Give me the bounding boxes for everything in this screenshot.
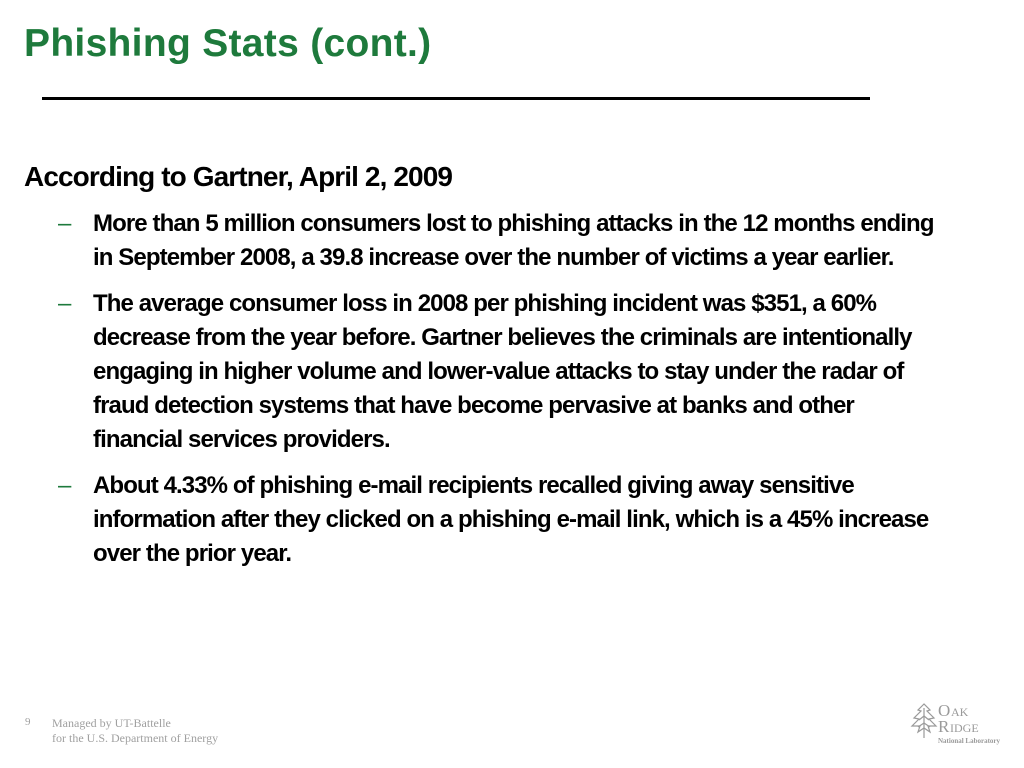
dash-bullet-marker: – (58, 472, 71, 499)
oak-ridge-logo (908, 696, 1004, 748)
bullet-item (58, 469, 938, 571)
footer-line-managed: Managed by UT-Battelle (52, 716, 171, 730)
bullet-text: More than 5 million consumers lost to phishing attacks in the 12 months ending in September 2008, a 39.8 increase over the number of victims a year earlier. (93, 210, 934, 271)
section-heading: According to Gartner, April 2, 2009 (24, 161, 453, 192)
title-underline (42, 97, 870, 100)
footer-credit (52, 716, 218, 746)
dash-bullet-marker: – (58, 210, 71, 237)
svg-text:O: O (938, 701, 951, 720)
dash-bullet-marker: – (58, 290, 71, 317)
bullet-item (58, 287, 938, 457)
bullet-text: The average consumer loss in 2008 per phishing incident was $351, a 60% decrease from the year before. Gartner believes the criminals are intentionally engaging in higher volume and lower-value attacks to stay under the radar of fraud detection systems that have become pervasive at banks and other financial services providers. (93, 290, 912, 453)
oak-leaf-logo-icon (908, 696, 1004, 748)
slide-title: Phishing Stats (cont.) (24, 22, 432, 65)
bullet-list (58, 207, 938, 583)
footer-line-department: for the U.S. Department of Energy (52, 731, 219, 745)
svg-text:AK: AK (951, 705, 969, 719)
bullet-text: About 4.33% of phishing e-mail recipients recalled giving away sensitive information after they clicked on a phishing e-mail link, which is a 45% increase over the prior year. (93, 472, 929, 567)
svg-text:IDGE: IDGE (950, 721, 979, 735)
svg-text:National Laboratory: National Laboratory (938, 737, 1001, 745)
page-number: 9 (25, 716, 31, 728)
bullet-item (58, 207, 938, 275)
svg-text:R: R (938, 717, 950, 736)
